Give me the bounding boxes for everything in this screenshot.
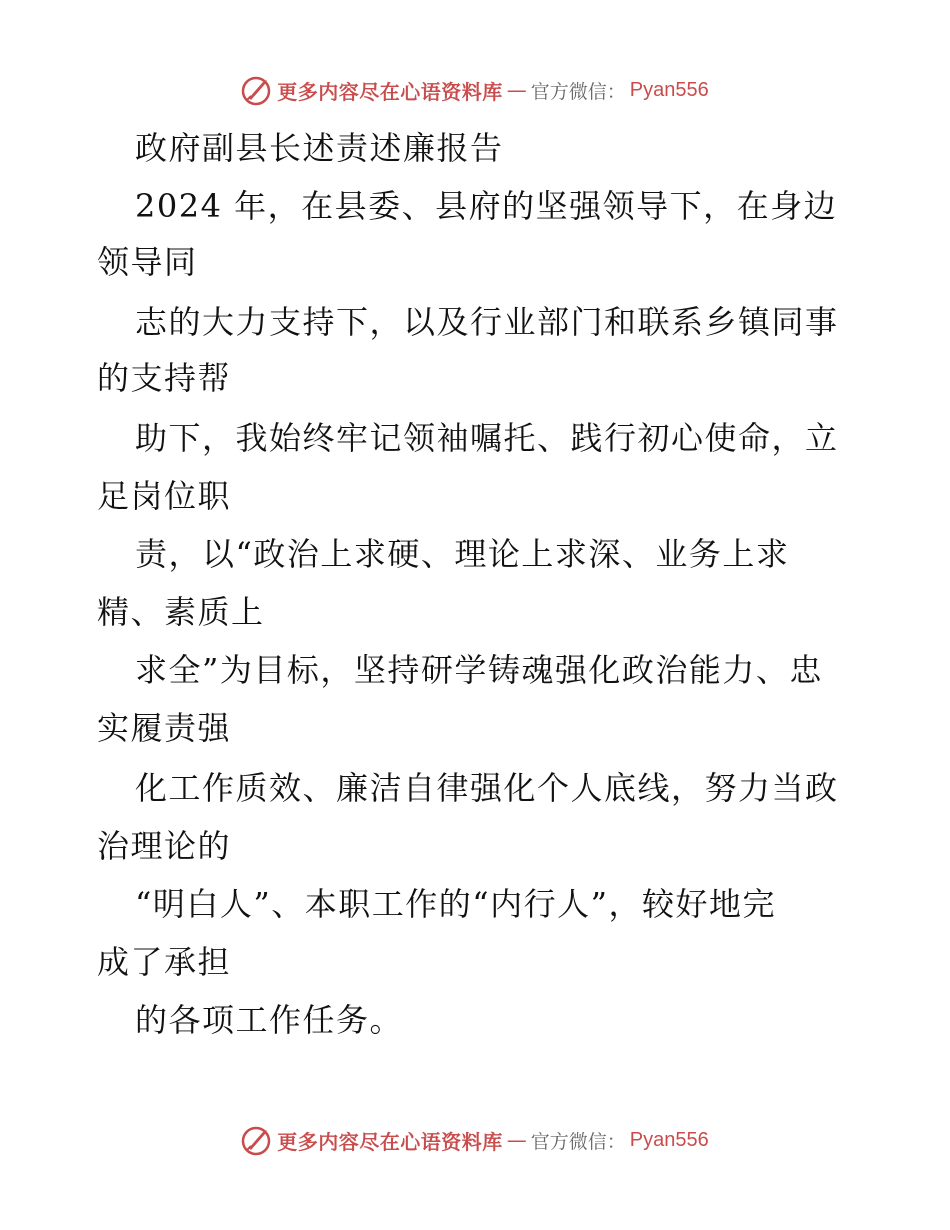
text-line: 精、素质上 <box>97 593 265 631</box>
text-line: 领导同 <box>97 243 198 281</box>
watermark-separator: — <box>506 78 527 102</box>
quill-pen-logo-icon <box>241 1124 273 1156</box>
text-line: 的各项工作任务。 <box>135 1001 404 1039</box>
text-line: 化工作质效、廉洁自律强化个人底线，努力当政 <box>135 769 839 807</box>
text-line: 成了承担 <box>97 943 232 981</box>
text-line: 的支持帮 <box>97 359 232 397</box>
document-title: 政府副县长述责述廉报告 <box>135 129 504 167</box>
text-line: “明白人”、本职工作的“内行人”，较好地完 <box>135 885 776 923</box>
watermark-header <box>0 70 950 110</box>
text-line: 助下，我始终牢记领袖嘱托、践行初心使命，立 <box>135 419 839 457</box>
watermark-label: 官方微信： <box>530 1130 626 1153</box>
watermark-separator: — <box>506 1128 527 1152</box>
text-line: 2024 年，在县委、县府的坚强领导下，在身边 <box>135 187 838 225</box>
text-line: 求全”为目标，坚持研学铸魂强化政治能力、忠 <box>135 651 823 689</box>
text-line: 志的大力支持下，以及行业部门和联系乡镇同事 <box>135 303 839 341</box>
text-line: 责，以“政治上求硬、理论上求深、业务上求 <box>135 535 790 573</box>
text-line: 足岗位职 <box>97 477 232 515</box>
watermark-wechat-id: Pyan556 <box>629 1128 709 1151</box>
watermark-footer <box>0 1120 950 1160</box>
text-line: 治理论的 <box>97 827 232 865</box>
watermark-label: 官方微信： <box>530 80 626 103</box>
text-line: 实履责强 <box>97 709 232 747</box>
watermark-main-text: 更多内容尽在心语资料库 <box>277 1129 503 1154</box>
quill-pen-logo-icon <box>241 74 273 106</box>
watermark-wechat-id: Pyan556 <box>629 78 709 101</box>
watermark-main-text: 更多内容尽在心语资料库 <box>277 79 503 104</box>
